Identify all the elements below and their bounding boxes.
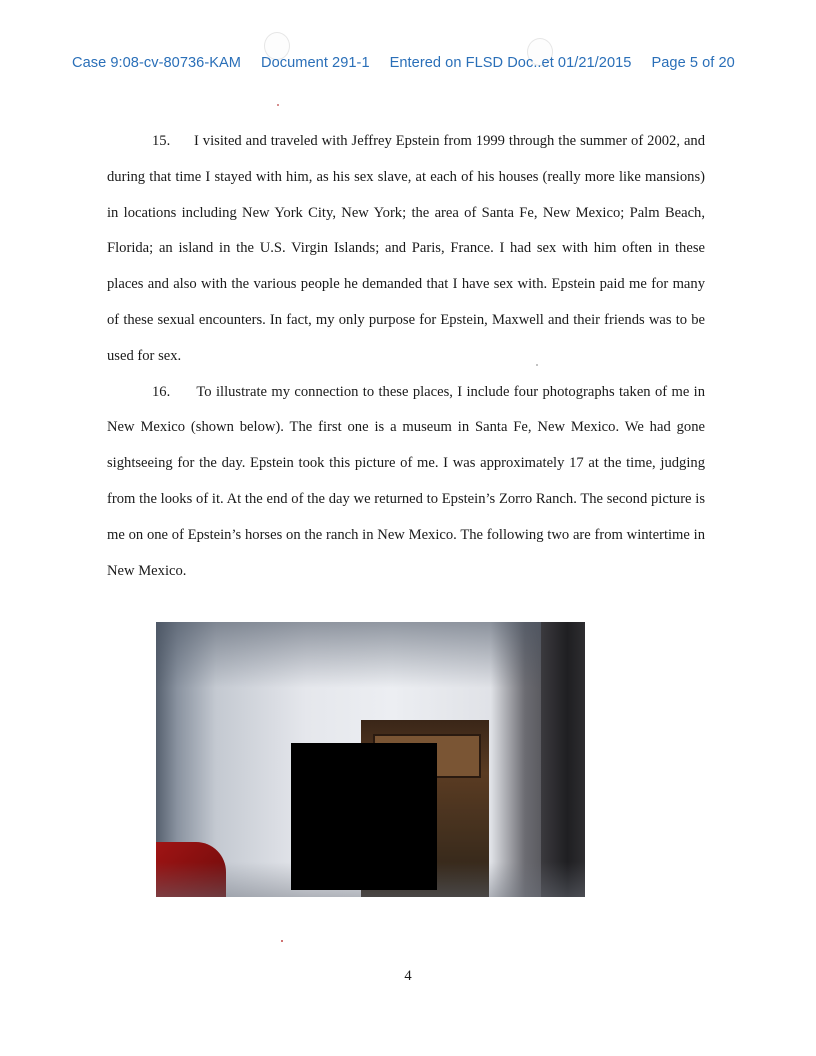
doorway-arch	[541, 622, 585, 897]
paragraph-number: 15.	[152, 133, 171, 149]
redaction-block	[291, 743, 437, 890]
museum-photograph	[156, 622, 585, 897]
paragraph-number: 16.	[152, 383, 171, 400]
paragraph-text: I visited and traveled with Jeffrey Epstein from 1999 through the summer of 2002, and during that time I stayed with him, as his sex slave, at each of his houses (really more like mansions) in locations including New York City, New York; the area of Santa Fe, New Mexico; Palm Beach, Florida; an island in the U.S. Virgin Islands; and Paris, France. I had sex with him often in these places and also with the various people he demanded that I have sex with. Epstein paid me for many of these sexual encounters. In fact, my only purpose for Epstein, Maxwell and their friends was to be used for sex.	[107, 133, 706, 364]
scan-speck	[277, 104, 279, 106]
document-body	[107, 124, 705, 589]
paragraph-16	[107, 375, 705, 590]
scan-speck	[281, 940, 283, 942]
entered-date: Entered on FLSD Doc..et 01/21/2015	[389, 55, 632, 71]
page-number: 4	[404, 968, 412, 984]
paragraph-15	[107, 124, 705, 375]
case-number: Case 9:08-cv-80736-KAM	[72, 55, 242, 71]
court-filing-header	[72, 55, 772, 71]
document-number: Document 291-1	[261, 55, 370, 71]
paragraph-text: To illustrate my connection to these places, I include four photographs taken of me in New Mexico (shown below). The first one is a museum in Santa Fe, New Mexico. We had gone sightseeing for the day. Epstein took this picture of me. I was approximately 17 at the time, judging from the looks of it. At the end of the day we returned to Epstein’s Zorro Ranch. The second picture is me on one of Epstein’s horses on the ranch in New Mexico. The following two are from wintertime in New Mexico.	[107, 383, 706, 579]
page-count: Page 5 of 20	[651, 55, 735, 71]
scan-speck	[536, 364, 538, 366]
